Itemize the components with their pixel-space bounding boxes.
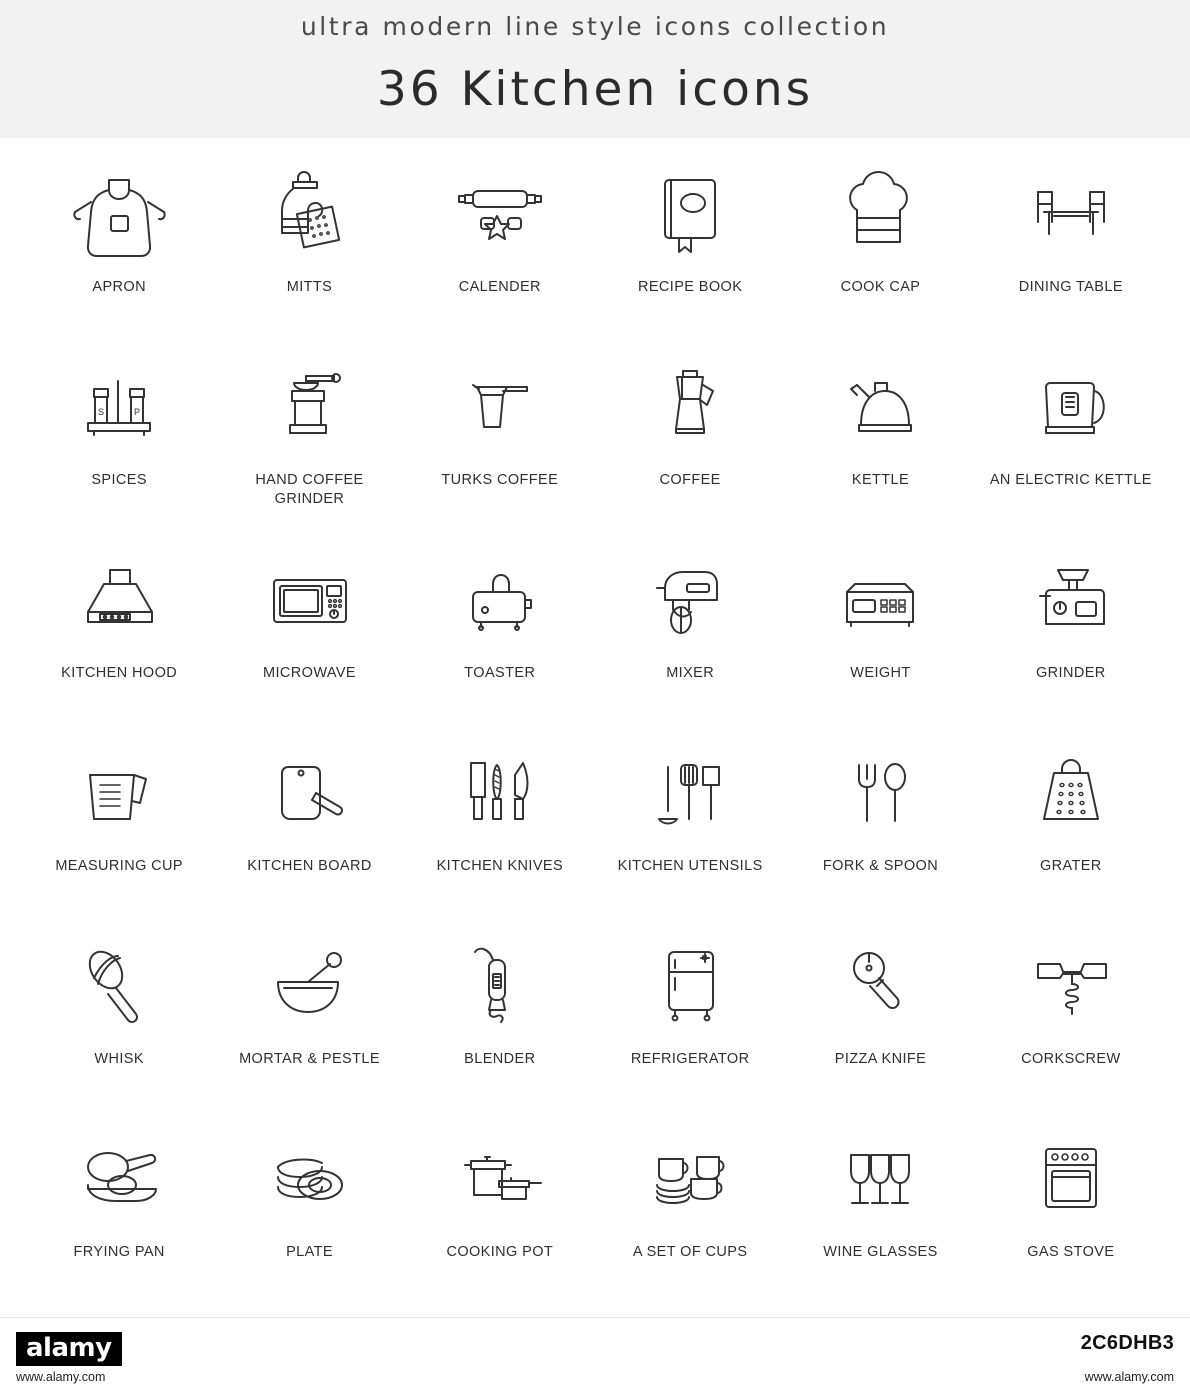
icon-label: CORKSCREW (1021, 1051, 1121, 1067)
apron-icon (54, 150, 184, 276)
gas-stove-icon (1006, 1115, 1136, 1241)
icon-label: WEIGHT (850, 665, 911, 681)
icon-label: MORTAR & PESTLE (239, 1051, 380, 1067)
spices-icon (54, 343, 184, 469)
icon-cell-kitchen-knives[interactable] (405, 729, 595, 922)
icon-cell-refrigerator[interactable] (595, 922, 785, 1115)
microwave-icon (244, 536, 374, 662)
icon-cell-frying-pan[interactable] (24, 1115, 214, 1308)
calender-icon (435, 150, 565, 276)
electric-kettle-icon (1006, 343, 1136, 469)
icon-cell-a-set-of-cups[interactable] (595, 1115, 785, 1308)
icon-cell-cook-cap[interactable] (785, 150, 975, 343)
icon-label: SPICES (91, 472, 147, 488)
icon-label: RECIPE BOOK (637, 279, 743, 295)
icon-cell-mitts[interactable] (214, 150, 404, 343)
icon-cell-wine-glasses[interactable] (785, 1115, 975, 1308)
alamy-url-right[interactable]: www.alamy.com (1084, 1370, 1174, 1384)
icon-label: DINING TABLE (1018, 279, 1123, 295)
icon-label: A SET OF CUPS (632, 1244, 748, 1260)
icon-cell-corkscrew[interactable] (976, 922, 1166, 1115)
icon-label: WINE GLASSES (823, 1244, 938, 1260)
icon-cell-recipe-book[interactable] (595, 150, 785, 343)
icon-cell-toaster[interactable] (405, 536, 595, 729)
icon-label: MICROWAVE (262, 665, 356, 681)
stock-footer (0, 1317, 1190, 1390)
icon-label: COOK CAP (840, 279, 921, 295)
wine-glasses-icon (815, 1115, 945, 1241)
kettle-icon (815, 343, 945, 469)
grinder-icon (1006, 536, 1136, 662)
icon-label: WHISK (94, 1051, 144, 1067)
icon-label: TOASTER (464, 665, 536, 681)
icon-cell-gas-stove[interactable] (976, 1115, 1166, 1308)
icon-label: GRINDER (1035, 665, 1106, 681)
icon-label: COFFEE (659, 472, 721, 488)
corkscrew-icon (1006, 922, 1136, 1048)
icon-grid (24, 150, 1166, 1308)
weight-icon (815, 536, 945, 662)
frying-pan-icon (54, 1115, 184, 1241)
icon-label: BLENDER (464, 1051, 536, 1067)
icon-cell-kitchen-utensils[interactable] (595, 729, 785, 922)
icon-cell-weight[interactable] (785, 536, 975, 729)
mixer-icon (625, 536, 755, 662)
plate-icon (244, 1115, 374, 1241)
blender-icon (435, 922, 565, 1048)
dining-table-icon (1006, 150, 1136, 276)
fork-and-spoon-icon (815, 729, 945, 855)
kitchen-utensils-icon (625, 729, 755, 855)
icon-cell-kitchen-board[interactable] (214, 729, 404, 922)
mitts-icon (244, 150, 374, 276)
icon-cell-cooking-pot[interactable] (405, 1115, 595, 1308)
whisk-icon (54, 922, 184, 1048)
icon-cell-calender[interactable] (405, 150, 595, 343)
icon-cell-mixer[interactable] (595, 536, 785, 729)
icon-cell-whisk[interactable] (24, 922, 214, 1115)
kitchen-knives-icon (435, 729, 565, 855)
pizza-knife-icon (815, 922, 945, 1048)
icon-cell-coffee[interactable] (595, 343, 785, 536)
svg-text:P: P (134, 407, 141, 417)
icon-label: MITTS (286, 279, 333, 295)
coffee-icon (625, 343, 755, 469)
icon-cell-microwave[interactable] (214, 536, 404, 729)
icon-label: MEASURING CUP (55, 858, 183, 874)
icon-cell-kettle[interactable] (785, 343, 975, 536)
image-id: 2C6DHB3 (1080, 1332, 1174, 1354)
icon-label: GRATER (1039, 858, 1102, 874)
icon-cell-apron[interactable] (24, 150, 214, 343)
icon-label: PLATE (286, 1244, 333, 1260)
icon-cell-plate[interactable] (214, 1115, 404, 1308)
icon-label: CALENDER (458, 279, 541, 295)
icon-cell-spices[interactable] (24, 343, 214, 536)
icon-cell-fork-and-spoon[interactable] (785, 729, 975, 922)
icon-cell-mortar-and-pestle[interactable] (214, 922, 404, 1115)
mortar-and-pestle-icon (244, 922, 374, 1048)
icon-label: KITCHEN UTENSILS (617, 858, 763, 874)
a-set-of-cups-icon (625, 1115, 755, 1241)
icon-cell-dining-table[interactable] (976, 150, 1166, 343)
icon-label: COOKING POT (446, 1244, 554, 1260)
grater-icon (1006, 729, 1136, 855)
icon-cell-hand-coffee-grinder[interactable] (214, 343, 404, 536)
kitchen-board-icon (244, 729, 374, 855)
icon-label: FORK & SPOON (822, 858, 939, 874)
icon-cell-grater[interactable] (976, 729, 1166, 922)
icon-label: REFRIGERATOR (630, 1051, 750, 1067)
icon-label: HAND COFFEE GRINDER (255, 472, 364, 507)
kitchen-hood-icon (54, 536, 184, 662)
icon-label: KITCHEN HOOD (61, 665, 178, 681)
svg-text:S: S (98, 407, 105, 417)
icon-cell-turks-coffee[interactable] (405, 343, 595, 536)
page-title: 36 Kitchen icons (376, 62, 814, 117)
icon-cell-kitchen-hood[interactable] (24, 536, 214, 729)
icon-label: APRON (92, 279, 146, 295)
icon-label: KITCHEN KNIVES (436, 858, 564, 874)
icon-label: PIZZA KNIFE (834, 1051, 927, 1067)
icon-label: KITCHEN BOARD (247, 858, 372, 874)
icon-label: FRYING PAN (73, 1244, 165, 1260)
alamy-url-left[interactable]: www.alamy.com (16, 1370, 106, 1384)
icon-cell-blender[interactable] (405, 922, 595, 1115)
toaster-icon (435, 536, 565, 662)
hand-coffee-grinder-icon (244, 343, 374, 469)
collection-supertitle: ultra modern line style icons collection (300, 12, 890, 41)
icon-cell-measuring-cup[interactable] (24, 729, 214, 922)
icon-cell-electric-kettle[interactable] (976, 343, 1166, 536)
cook-cap-icon (815, 150, 945, 276)
alamy-logo: alamy (16, 1332, 122, 1366)
refrigerator-icon (625, 922, 755, 1048)
cooking-pot-icon (435, 1115, 565, 1241)
icon-label: AN ELECTRIC KETTLE (989, 472, 1152, 488)
icon-cell-grinder[interactable] (976, 536, 1166, 729)
icon-label: TURKS COFFEE (441, 472, 559, 488)
turks-coffee-icon (435, 343, 565, 469)
icon-label: GAS STOVE (1027, 1244, 1115, 1260)
icon-label: MIXER (666, 665, 715, 681)
icon-label: KETTLE (851, 472, 910, 488)
recipe-book-icon (625, 150, 755, 276)
icon-cell-pizza-knife[interactable] (785, 922, 975, 1115)
measuring-cup-icon (54, 729, 184, 855)
